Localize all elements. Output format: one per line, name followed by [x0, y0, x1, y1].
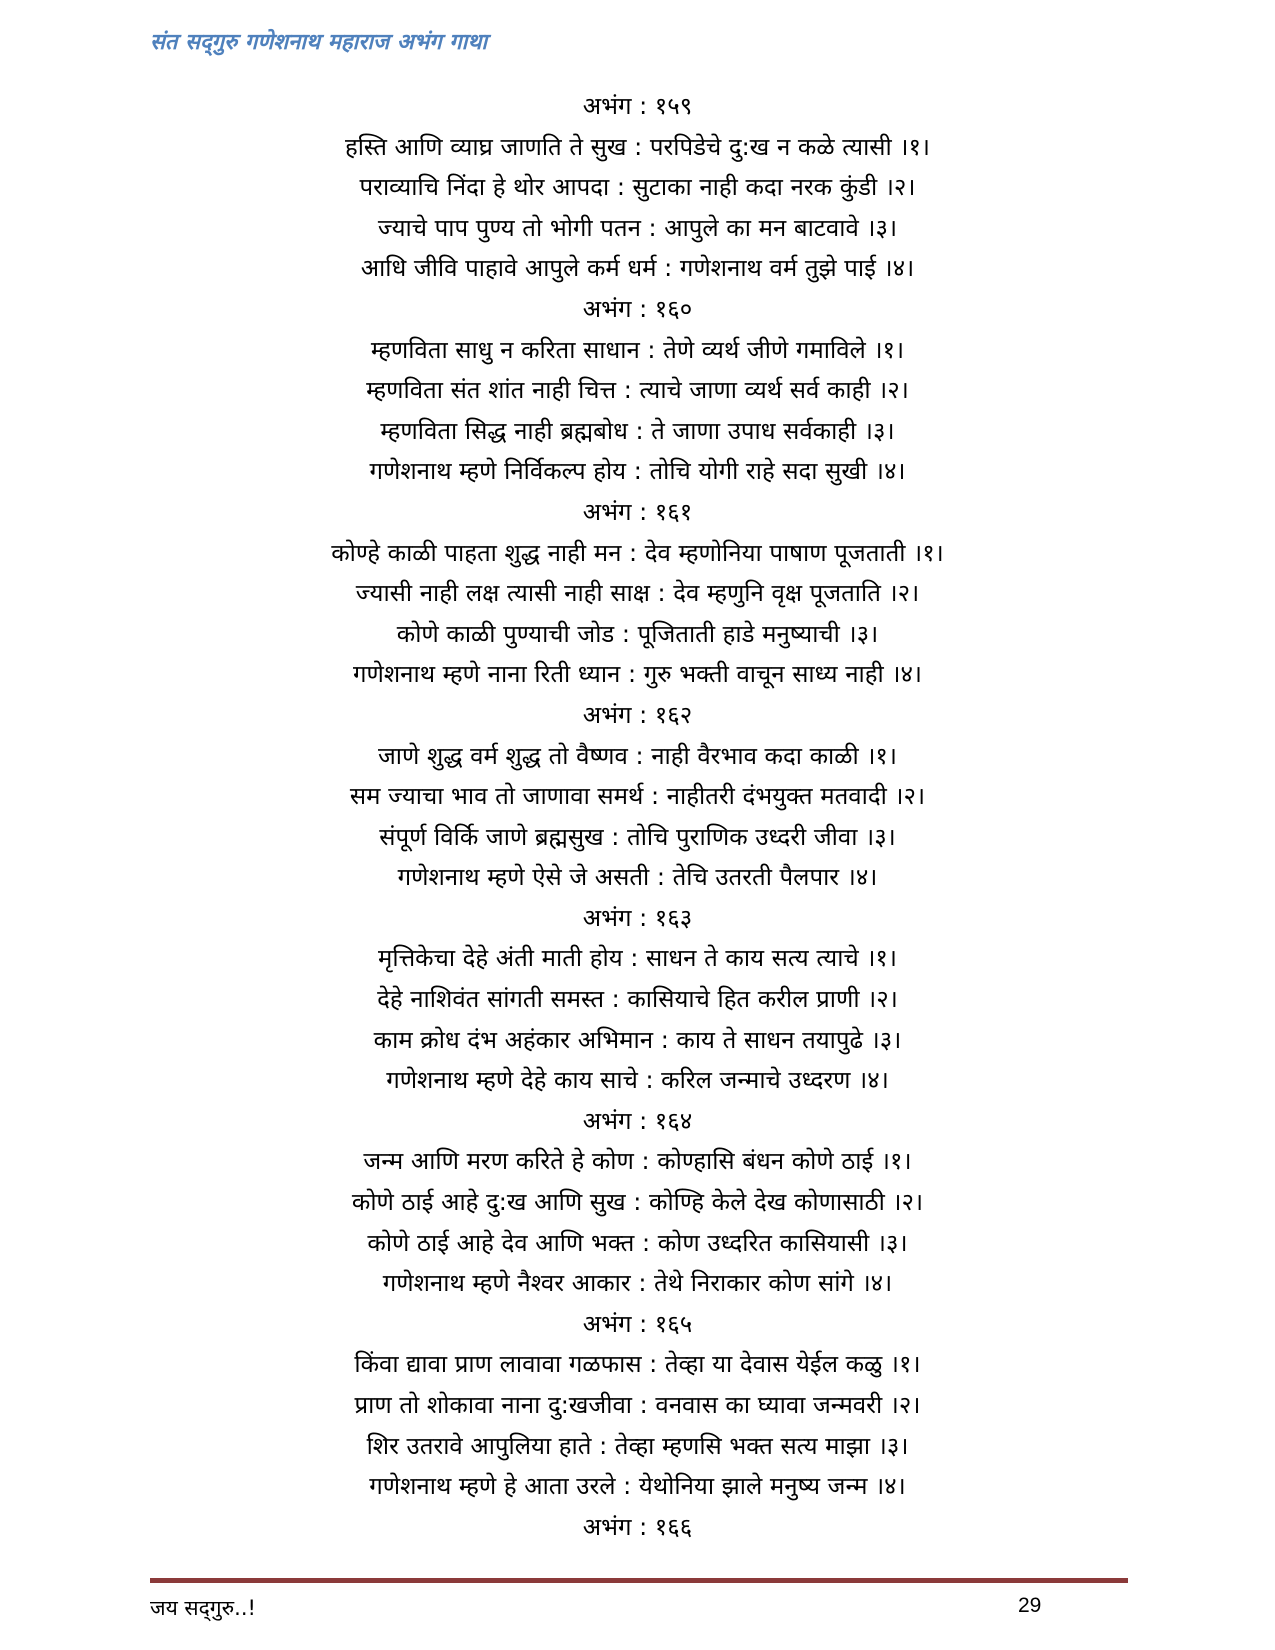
verse-line: आधि जीवि पाहावे आपुले कर्म धर्म : गणेशनाथ वर्म तुझे पाई ।४। — [360, 254, 915, 283]
footer-divider — [150, 1578, 1128, 1583]
abhang-heading: अभंग : १६३ — [582, 903, 693, 932]
verse-line: मृत्तिकेचा देहे अंती माती होय : साधन ते काय सत्य त्याचे ।१। — [378, 944, 897, 973]
verse-line: कोणे ठाई आहे देव आणि भक्त : कोण उध्दरित कासियासी ।३। — [367, 1228, 908, 1257]
verse-line: सम ज्याचा भाव तो जाणावा समर्थ : नाहीतरी दंभयुक्त मतवादी ।२। — [349, 782, 926, 811]
verse-line: जन्म आणि मरण करिते हे कोण : कोण्हासि बंधन कोणे ठाई ।१। — [363, 1147, 912, 1176]
verse-line: गणेशनाथ म्हणे हे आता उरले : येथोनिया झाले मनुष्य जन्म ।४। — [369, 1472, 906, 1501]
verse-line: म्हणविता सिद्ध नाही ब्रह्मबोध : ते जाणा उपाध सर्वकाही ।३। — [380, 416, 895, 445]
header-title: संत सद्‌गुरु गणेशनाथ महाराज अभंग गाथा — [150, 30, 488, 55]
verse-line: गणेशनाथ म्हणे देहे काय साचे : करिल जन्माचे उध्दरण ।४। — [386, 1066, 889, 1095]
verse-line: किंवा द्यावा प्राण लावावा गळफास : तेव्हा या देवास येईल कळु ।१। — [354, 1350, 921, 1379]
verse-line: कोणे ठाई आहे दु:ख आणि सुख : कोण्हि केले देख कोणासाठी ।२। — [351, 1188, 924, 1217]
verse-line: संपूर्ण विर्कि जाणे ब्रह्मसुख : तोचि पुराणिक उध्दरी जीवा ।३। — [379, 822, 896, 851]
footer-text: जय सद्‌गुरु..! — [150, 1596, 256, 1620]
abhang-heading: अभंग : १६४ — [582, 1106, 693, 1135]
verse-line: काम क्रोध दंभ अहंकार अभिमान : काय ते साधन तयापुढे ।३। — [373, 1025, 902, 1054]
verse-line: कोण्हे काळी पाहता शुद्ध नाही मन : देव म्हणोनिया पाषाण पूजताती ।१। — [331, 538, 944, 567]
verse-line: प्राण तो शोकावा नाना दु:खजीवा : वनवास का घ्यावा जन्मवरी ।२। — [354, 1391, 921, 1419]
verse-line: पराव्याचि निंदा हे थोर आपदा : सुटाका नाही कदा नरक कुंडी ।२। — [359, 173, 916, 202]
verse-line: म्हणविता साधु न करिता साधान : तेणे व्यर्थ जीणे गमाविले ।१। — [370, 335, 905, 364]
abhang-heading: अभंग : १६१ — [582, 497, 693, 526]
verse-line: म्हणविता संत शांत नाही चित्त : त्याचे जाणा व्यर्थ सर्व काही ।२। — [366, 376, 909, 405]
abhang-heading: अभंग : १६५ — [582, 1309, 693, 1338]
abhang-heading: अभंग : १५९ — [582, 92, 693, 120]
verse-line: हस्ति आणि व्याघ्र जाणति ते सुख : परपिडेचे दु:ख न कळे त्यासी ।१। — [344, 132, 931, 161]
verse-line: जाणे शुद्ध वर्म शुद्ध तो वैष्णव : नाही वैरभाव कदा काळी ।१। — [378, 741, 897, 770]
verse-line: ज्यासी नाही लक्ष त्यासी नाही साक्ष : देव म्हणुनि वृक्ष पूजताति ।२। — [355, 579, 920, 608]
verse-line: कोणे काळी पुण्याची जोड : पूजिताती हाडे मनुष्याची ।३। — [396, 619, 879, 648]
verse-line: गणेशनाथ म्हणे निर्विकल्प होय : तोचि योगी राहे सदा सुखी ।४। — [369, 457, 906, 486]
verse-line: गणेशनाथ म्हणे ऐसे जे असती : तेचि उतरती पैलपार ।४। — [397, 863, 878, 892]
verse-line: ज्याचे पाप पुण्य तो भोगी पतन : आपुले का मन बाटवावे ।३। — [377, 213, 898, 242]
verse-line: गणेशनाथ म्हणे नैश्वर आकार : तेथे निराकार कोण सांगे ।४। — [382, 1269, 893, 1298]
abhang-heading: अभंग : १६० — [582, 294, 693, 323]
verse-line: गणेशनाथ म्हणे नाना रिती ध्यान : गुरु भक्ती वाचून साध्य नाही ।४। — [352, 660, 923, 689]
abhang-heading: अभंग : १६६ — [582, 1512, 693, 1541]
page-number: 29 — [1018, 1594, 1042, 1617]
verse-line: देहे नाशिवंत सांगती समस्त : कासियाचे हित करील प्राणी ।२। — [377, 985, 898, 1014]
verse-line: शिर उतरावे आपुलिया हाते : तेव्हा म्हणसि भक्त सत्य माझा ।३। — [366, 1431, 909, 1460]
abhang-heading: अभंग : १६२ — [582, 700, 693, 729]
abhang-content — [150, 86, 1125, 1547]
